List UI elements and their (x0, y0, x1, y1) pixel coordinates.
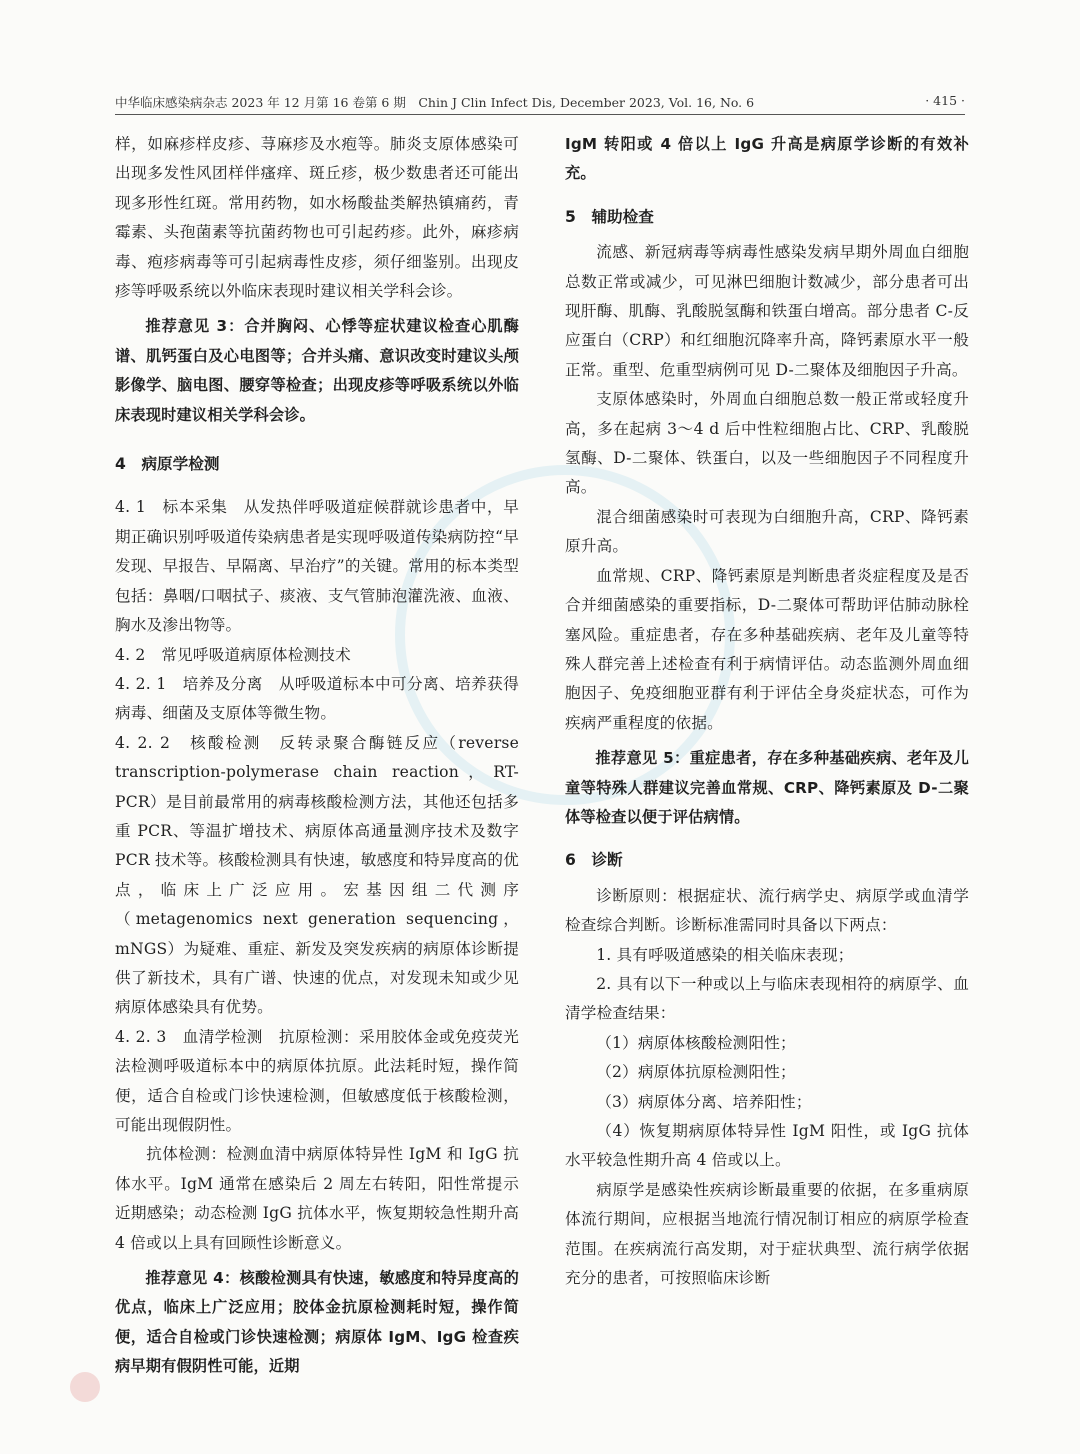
left-column (115, 130, 519, 1382)
page-number: · 415 · (925, 93, 965, 108)
section-6-heading: 6 诊断 (565, 851, 623, 870)
right-paragraph-final: 病原学是感染性疾病诊断最重要的依据，在多重病原体流行期间，应根据当地流行情况制订相应的病原学检查范围。在疾病流行高发期，对于症状典型、流行病学依据充分的患者，可按照临床诊断 (565, 1180, 969, 1288)
criteria-sub-3: （3）病原体分离、培养阳性； (596, 1092, 812, 1111)
right-paragraph-4: 血常规、CRP、降钙素原是判断患者炎症程度及是否合并细菌感染的重要指标，D-二聚体可帮助评估肺动脉栓塞风险。重症患者，存在多种基础疾病、老年及儿童等特殊人群完善上述检查有利于病情评估。动态监测外周血细胞因子、免疫细胞亚群有利于评估全身炎症状态，可作为疾病严重程度的依据。 (565, 566, 969, 732)
right-paragraph-3: 混合细菌感染时可表现为白细胞升高，CRP、降钙素原升高。 (565, 507, 969, 556)
left-paragraph-1: 样，如麻疹样皮疹、荨麻疹及水疱等。肺炎支原体感染可出现多发性风团样伴瘙痒、斑丘疹，极少数患者还可能出现多形性红斑。常用药物，如水杨酸盐类解热镇痛药，青霉素、头孢菌素等抗菌药物也可引起药疹。此外，麻疹病毒、疱疹病毒等可引起病毒性皮疹，须仔细鉴别。出现皮疹等呼吸系统以外临床表现时建议相关学科会诊。 (115, 135, 519, 301)
section-4-2-2: 4. 2. 2 核酸检测 反转录聚合酶链反应（reverse transcription-polymerase chain reaction，RT-PCR）是目前最常用的病毒核酸检测方法，其他还包括多重 PCR、等温扩增技术、病原体高通量测序技术及数字 PCR 技术等。核酸检测具有快速，敏感度和特异度高的优点，临床上广泛应用。宏基因组二代测序（metagenomics next generation sequencing，mNGS）为疑难、重症、新发及突发疾病的病原体诊断提供了新技术，具有广谱、快速的优点，对发现未知或少见病原体感染具有优势。 (115, 733, 519, 1017)
recommendation-3: 推荐意见 3：合并胸闷、心悸等症状建议检查心肌酶谱、肌钙蛋白及心电图等；合并头痛、意识改变时建议头颅影像学、脑电图、腰穿等检查；出现皮疹等呼吸系统以外临床表现时建议相关学科会诊。 (115, 317, 519, 424)
section-4-heading: 4 病原学检测 (115, 455, 220, 474)
header-rule (115, 114, 965, 115)
flower-logo-icon (70, 1372, 100, 1402)
recommendation-5: 推荐意见 5：重症患者，存在多种基础疾病、老年及儿童等特殊人群建议完善血常规、CRP、降钙素原及 D-二聚体等检查以便于评估病情。 (565, 749, 969, 826)
criteria-item-2: 2. 具有以下一种或以上与临床表现相符的病原学、血清学检查结果： (565, 974, 969, 1023)
criteria-sub-1: （1）病原体核酸检测阳性； (596, 1033, 796, 1052)
recommendation-4-continued: IgM 转阳或 4 倍以上 IgG 升高是病原学诊断的有效补充。 (565, 135, 969, 183)
criteria-sub-2: （2）病原体抗原检测阳性； (596, 1063, 796, 1082)
section-4-2-1: 4. 2. 1 培养及分离 从呼吸道标本中可分离、培养获得病毒、细菌及支原体等微生物。 (115, 674, 519, 723)
section-4-2: 4. 2 常见呼吸道病原体检测技术 (115, 645, 351, 664)
running-header (115, 93, 965, 111)
antibody-detection: 抗体检测：检测血清中病原体特异性 IgM 和 IgG 抗体水平。IgM 通常在感染后 2 周左右转阳，阳性常提示近期感染；动态检测 IgG 抗体水平，恢复期较急性期升高 4 倍或以上具有回顾性诊断意义。 (115, 1145, 519, 1252)
section-5-heading: 5 辅助检查 (565, 207, 654, 226)
section-4-1: 4. 1 标本采集 从发热伴呼吸道症候群就诊患者中，早期正确识别呼吸道传染病患者是实现呼吸道传染病防控“早发现、早报告、早隔离、早治疗”的关键。常用的标本类型包括：鼻咽/口咽拭子、痰液、支气管肺泡灌洗液、血液、胸水及渗出物等。 (115, 498, 519, 635)
right-paragraph-1: 流感、新冠病毒等病毒性感染发病早期外周血白细胞总数正常或减少，可见淋巴细胞计数减少，部分患者可出现肝酶、肌酶、乳酸脱氢酶和铁蛋白增高。部分患者 C-反应蛋白（CRP）和红细胞沉降率升高，降钙素原水平一般正常。重型、危重型病例可见 D-二聚体及细胞因子升高。 (565, 243, 969, 379)
criteria-sub-4: （4）恢复期病原体特异性 IgM 阳性，或 IgG 抗体水平较急性期升高 4 倍或以上。 (565, 1122, 969, 1170)
section-4-2-3: 4. 2. 3 血清学检测 抗原检测：采用胶体金或免疫荧光法检测呼吸道标本中的病原体抗原。此法耗时短，操作简便，适合自检或门诊快速检测，但敏感度低于核酸检测，可能出现假阴性。 (115, 1027, 519, 1134)
diagnosis-principle: 诊断原则：根据症状、流行病学史、病原学或血清学检查综合判断。诊断标准需同时具备以下两点： (565, 886, 969, 935)
criteria-item-1: 1. 具有呼吸道感染的相关临床表现； (596, 945, 854, 964)
journal-citation: 中华临床感染病杂志 2023 年 12 月第 16 卷第 6 期 Chin J Clin Infect Dis, December 2023, Vol. 16, No. 6 (115, 95, 755, 110)
right-paragraph-2: 支原体感染时，外周血白细胞总数一般正常或轻度升高，多在起病 3～4 d 后中性粒细胞占比、CRP、乳酸脱氢酶、D-二聚体、铁蛋白，以及一些细胞因子不同程度升高。 (565, 390, 969, 497)
recommendation-4: 推荐意见 4：核酸检测具有快速，敏感度和特异度高的优点，临床上广泛应用；胶体金抗原检测耗时短，操作简便，适合自检或门诊快速检测；病原体 IgM、IgG 检查疾病早期有假阴性可能，近期 (115, 1269, 519, 1376)
right-column (565, 130, 969, 1293)
